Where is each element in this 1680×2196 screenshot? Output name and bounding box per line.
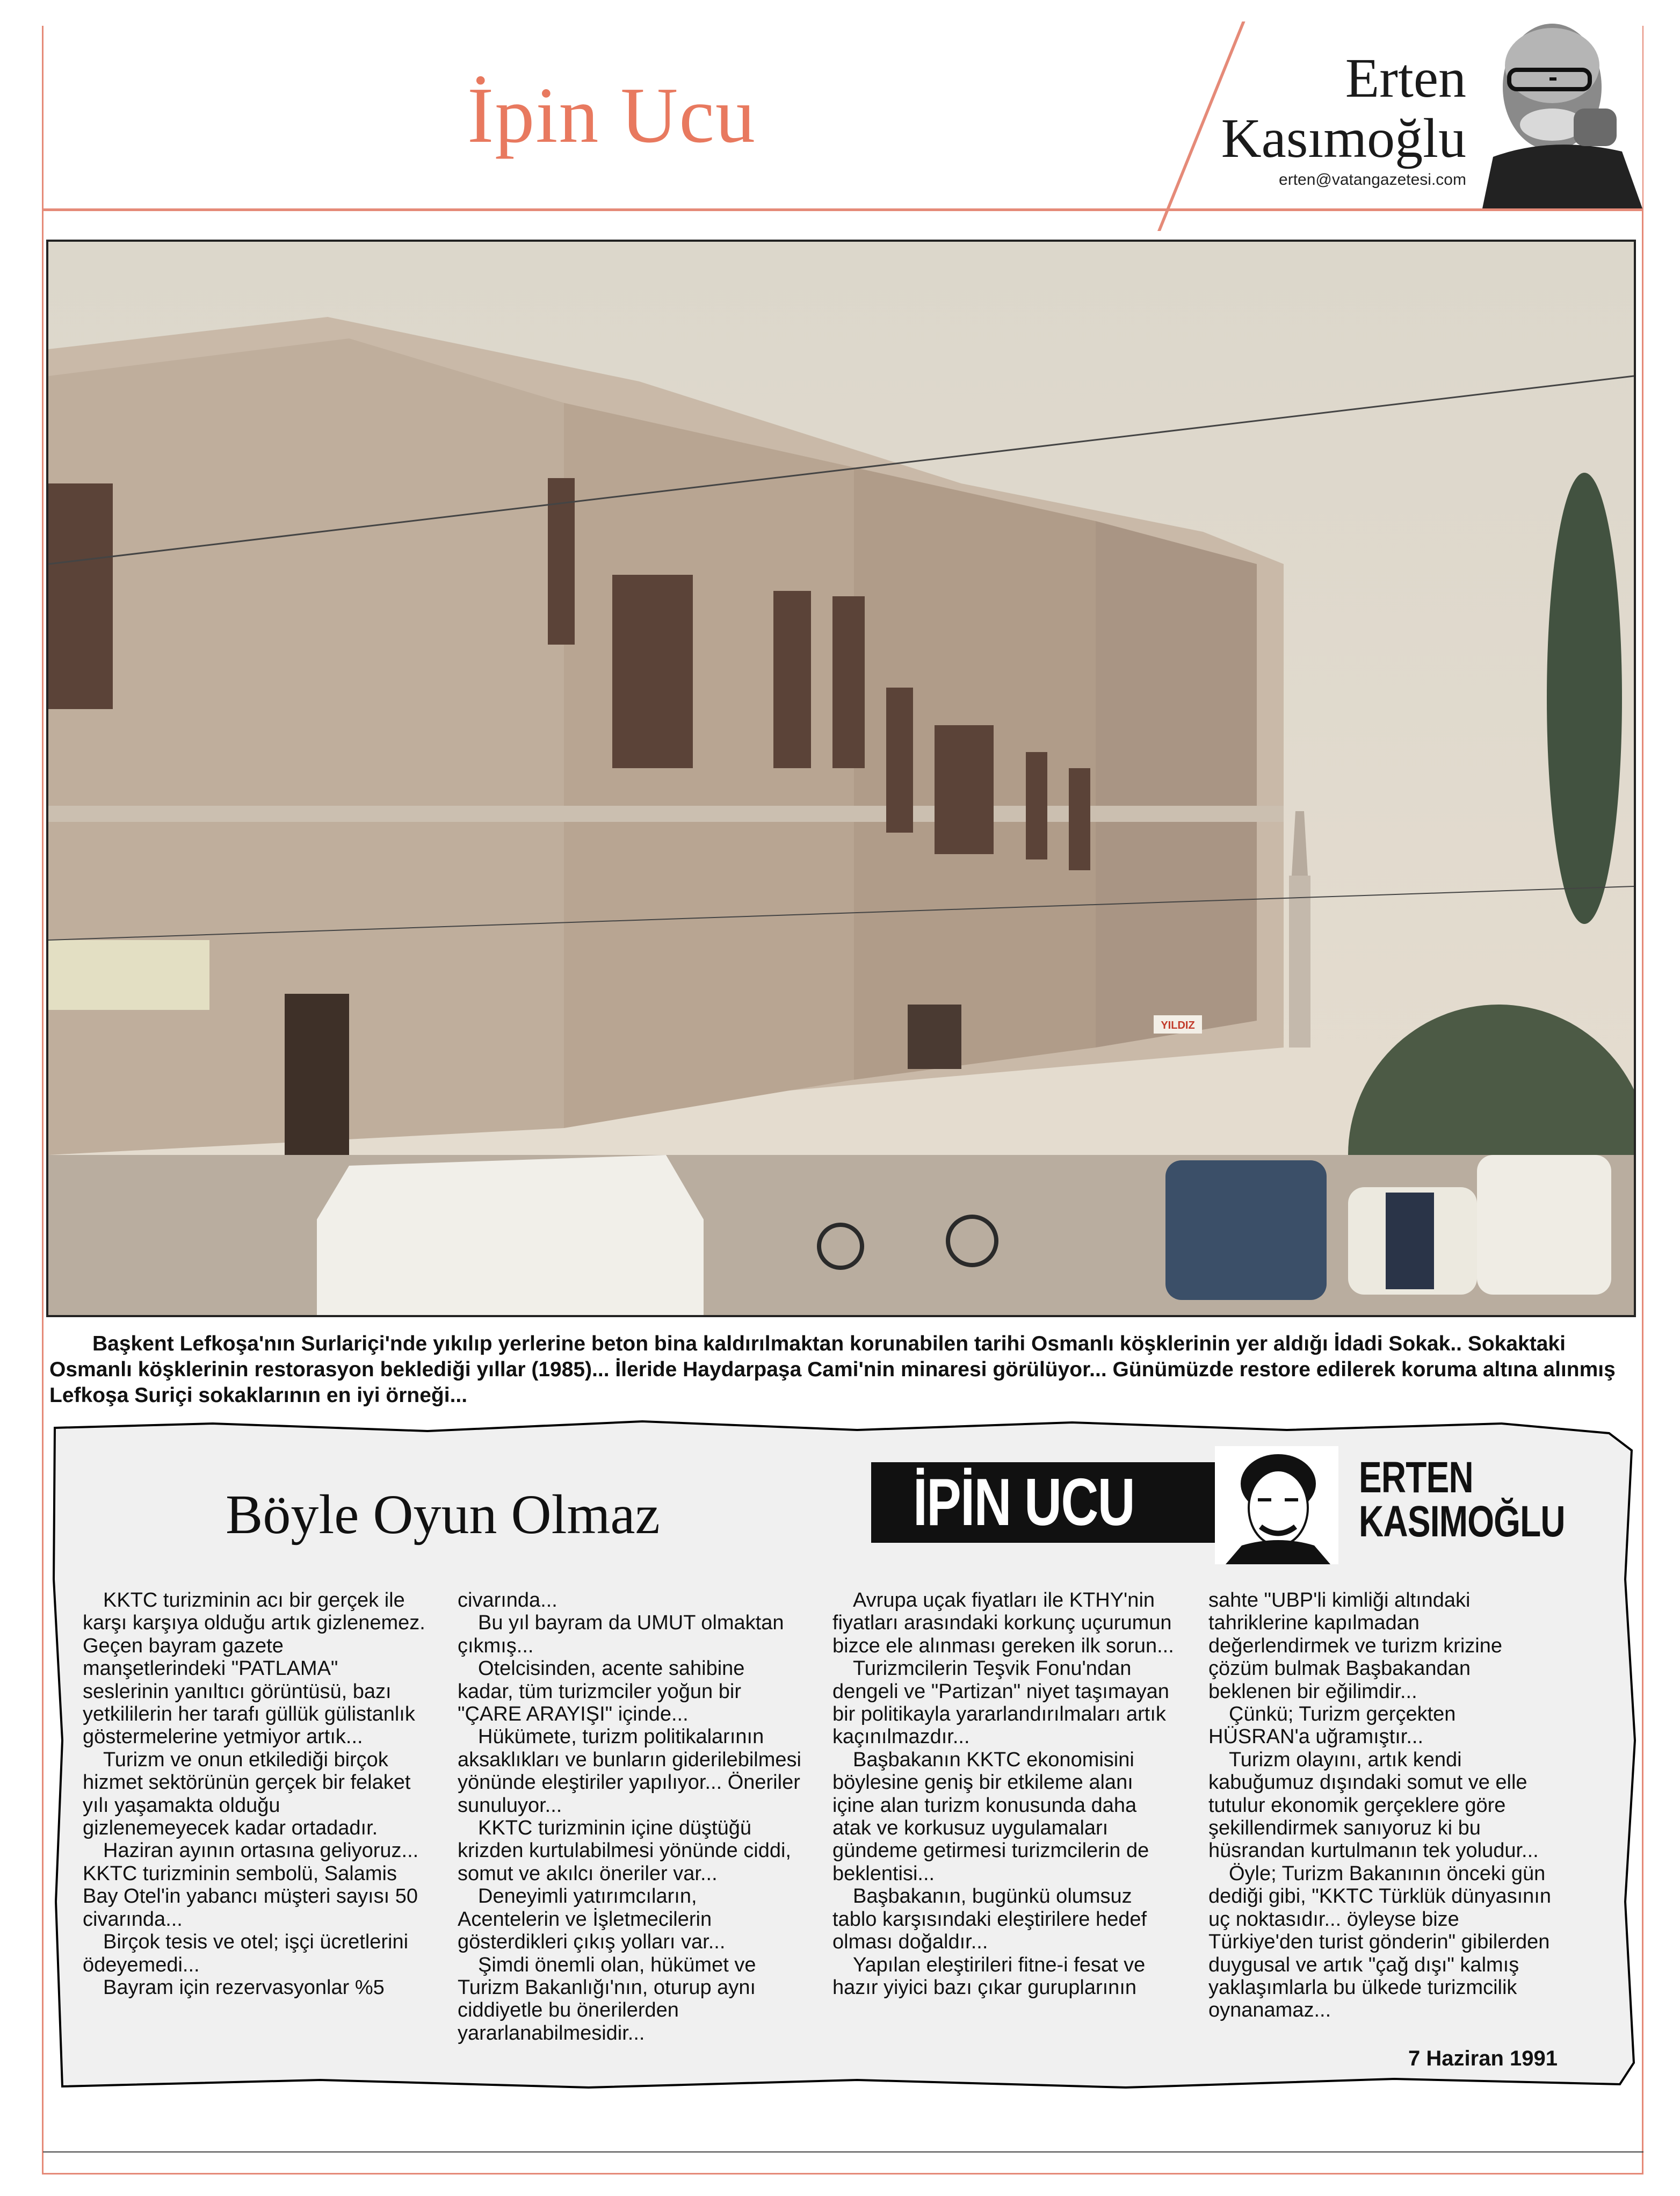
article-column-2 (458, 1589, 801, 2045)
shop-sign-text: YILDIZ (1161, 1020, 1195, 1031)
author-email[interactable]: erten@vatangazetesi.com (1279, 171, 1466, 189)
article-column-4 (1208, 1589, 1552, 2022)
article-date: 7 Haziran 1991 (1408, 2047, 1558, 2070)
paragraph: KKTC turizminin acı bir gerçek ile karşı karşıya olduğu artık gizlenemez. Geçen bayram gazete manşetlerindeki "PATLAMA" seslerinin yanıltıcı görüntüsü, bazı yetkililerin her tarafı güllük gülistanlık göstermelerine yetmiyor artık... (83, 1589, 425, 1749)
column-logo-portrait (1215, 1446, 1338, 1564)
bottom-rule (43, 2151, 1643, 2152)
paragraph: Başbakanın, bugünkü olumsuz tablo karşısındaki eleştirilere hedef olması doğaldır... (832, 1885, 1147, 1954)
column-logo-author-first: ERTEN (1359, 1453, 1473, 1502)
masthead-rule (42, 208, 1643, 211)
paragraph: Bu yıl bayram da UMUT olmaktan çıkmış... (458, 1612, 784, 1657)
paragraph: Turizm ve onun etkilediği birçok hizmet sektörünün gerçek bir felaket yılı yaşamakta olduğu gizlenemeyecek kadar ortadadır. (83, 1748, 411, 1840)
paragraph: civarında... (458, 1589, 557, 1612)
street-photo (46, 240, 1636, 1317)
paragraph: Turizmcilerin Teşvik Fonu'ndan dengeli ve "Partizan" niyet taşımayan bir politikayla yararlandırılmaları artık kaçınılmazdır... (832, 1657, 1169, 1749)
photo-caption: Başkent Lefkoşa'nın Surlariçi'nde yıkılıp yerlerine beton bina kaldırılmaktan korunabilen tarihi Osmanlı köşklerinin yer aldığı İdadi Sokak.. Sokaktaki Osmanlı köşklerinin restorasyon beklediği yıllar (1985)... İleride Haydarpaşa Cami'nin minaresi görülüyor... Günümüzde restore edilerek koruma altına alınmış Lefkoşa Suriçi sokaklarının en iyi örneği... (49, 1332, 1616, 1407)
paragraph: Çünkü; Turizm gerçekten HÜSRAN'a uğramıştır... (1208, 1703, 1456, 1749)
section-title: İpin Ucu (467, 71, 756, 160)
paragraph: Şimdi önemli olan, hükümet ve Turizm Bakanlığı'nın, oturup aynı ciddiyetle bu önerilerden yararlanabilmesidir... (458, 1953, 756, 2045)
paragraph: Turizm olayını, artık kendi kabuğumuz dışındaki somut ve elle tutulur ekonomik gerçeklere göre şekillendirmek sanıyoruz ki bu hüsrandan kurtulmanın tek yoludur... (1208, 1748, 1539, 1862)
paragraph: Otelcisinden, acente sahibine kadar, tüm turizmciler yoğun bir "ÇARE ARAYIŞI" içinde... (458, 1657, 745, 1726)
paragraph: sahte "UBP'li kimliği altındaki tahriklerine kapılmadan değerlendirmek ve turizm krizine çözüm bulmak Başbakandan beklenen bir eğilimdir... (1208, 1589, 1502, 1703)
paragraph: Deneyimli yatırımcıların, Acentelerin ve İşletmecilerin gösterdikleri çıkış yolları var... (458, 1885, 726, 1954)
author-photo (1472, 6, 1642, 208)
author-last-name: Kasımoğlu (1221, 107, 1466, 169)
paragraph: Başbakanın KKTC ekonomisini böylesine geniş bir etkileme alanı içine alan turizm konusunda daha atak ve korkusuz uygulamaları gündeme getirmesi turizmcilerin de beklentisi... (832, 1748, 1149, 1885)
article-column-1 (83, 1589, 426, 1999)
paragraph: Hükümete, turizm politikalarının aksaklıkları ve bunların giderilebilmesi yönünde eleştiriler yapılıyor... Öneriler sunuluyor... (458, 1725, 801, 1817)
paragraph: KKTC turizminin içine düştüğü krizden kurtulabilmesi yönünde ciddi, somut ve akılcı öneriler var... (458, 1817, 791, 1885)
author-byline (1214, 48, 1466, 169)
author-first-name: Erten (1345, 47, 1466, 109)
paragraph: Haziran ayının ortasına geliyoruz... KKTC turizminin sembolü, Salamis Bay Otel'in yabancı müşteri sayısı 50 civarında... (83, 1839, 419, 1931)
column-logo-author (1359, 1453, 1565, 1546)
article-column-3 (832, 1589, 1176, 1999)
column-headline: Böyle Oyun Olmaz (226, 1484, 660, 1545)
paragraph: Öyle; Turizm Bakanının önceki gün dediği gibi, "KKTC Türklük dünyasının uç noktasıdır... öyleyse bize Türkiye'den turist gönderin" gibilerden duygusal ve artık "çağ dışı" kalmış yaklaşımlarla bu ülkede turizmcilik oynanamaz... (1208, 1862, 1552, 2022)
paragraph: Birçok tesis ve otel; işçi ücretlerini ödeyemedi... (83, 1931, 409, 1976)
paragraph: Avrupa uçak fiyatları ile KTHY'nin fiyatları arasındaki korkunç uçurumun bizce ele alınması gereken ilk sorun... (832, 1589, 1174, 1657)
column-logo-author-last: KASIMOĞLU (1359, 1497, 1565, 1546)
paragraph: Yapılan eleştirileri fitne-i fesat ve hazır yiyici bazı çıkar guruplarının (832, 1953, 1146, 1999)
paragraph: Bayram için rezervasyonlar %5 (103, 1976, 385, 1999)
column-logo-text: İPİN UCU (913, 1465, 1135, 1540)
